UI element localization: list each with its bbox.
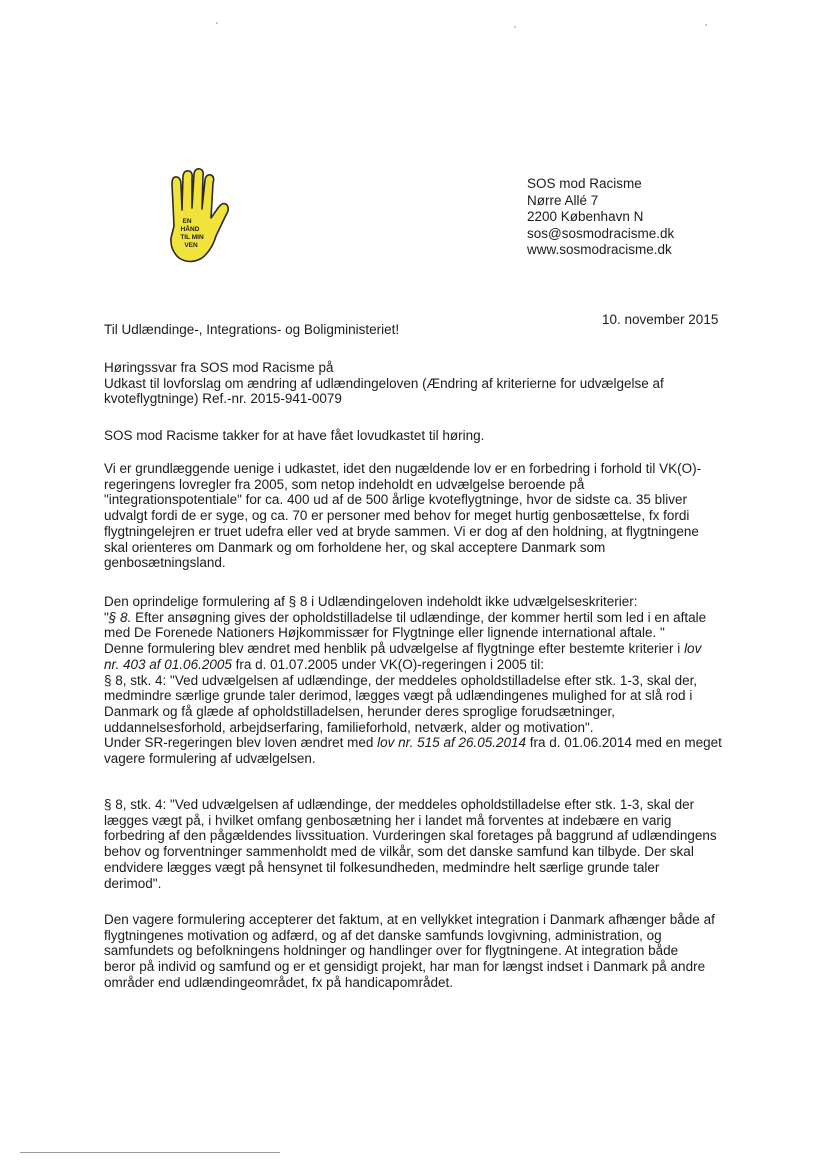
paragraph-text: Efter ansøgning gives der opholdstilladelse til udlændinge, der kommer hertil som led i en aftale [131,609,707,625]
paragraph-text: Denne formulering blev ændret med henblik på udvælgelse af flygtninge efter bestemte kriterier i [104,641,685,657]
paragraph-line: § 8, stk. 4: "Ved udvælgelsen af udlændinge, der meddeles opholdstilladelse efter stk. 1-3, skal der, [104,672,698,688]
paragraph-line: genbosætningsland. [104,555,226,571]
paragraph-line: § 8, stk. 4: "Ved udvælgelsen af udlændinge, der meddeles opholdstilladelse efter stk. 1-3, skal der [104,797,695,812]
paragraph-line: medmindre særlige grunde taler derimod, lægges vægt på udlændingenes mulighed for at slå rod i [104,688,693,704]
scan-speck [705,24,707,26]
paragraph-line: udvalgt fordi de er syge, og ca. 70 er personer med behov for meget hurtig genbosættelse, fx fordi [104,508,690,524]
scan-speck [514,26,516,28]
sender-web: www.sosmodracisme.dk [527,242,672,257]
paragraph-line: "integrationspotentiale" for ca. 400 ud af de 500 årlige kvoteflygtninge, hvor de sidste ca. 35 bliver [104,492,687,508]
paragraph-line: lægges vægt på, i hvilket omfang genbosætning her i landet må forventes at indebære en varig [104,812,672,828]
sender-name: SOS mod Racisme [527,176,642,191]
scan-speck [216,22,218,24]
paragraph-line: forbedring af den pågældendes livssituation. Vurderingen skal foretages på baggrund af udlændingens [104,828,717,844]
paragraph-line: skal orienteres om Danmark og om forholdene her, og skal acceptere Danmark som [104,539,606,555]
intro-paragraph [104,428,718,444]
quote-mark: " [104,609,109,625]
paragraph-text: fra d. 01.07.2005 under VK(O)-regeringen i 2005 til: [231,656,545,672]
subject-line: Udkast til lovforslag om ændring af udlændingeloven (Ændring af kriterierne for udvælgelse af [104,375,664,391]
paragraph-line: flygtningelejren er truet udefra eller ved at bryde sammen. Vi er dog af den holdning, at flygtningene [104,523,699,539]
paragraph-line: derimod". [104,875,162,891]
paragraph-line: Den vagere formulering accepterer det faktum, at en vellykket integration i Danmark afhænger både af [104,912,715,927]
paragraph-line [104,735,722,751]
paragraph-4 [104,912,718,991]
logo-text-1: EN [182,218,192,225]
recipient-line: Til Udlændinge-, Integrations- og Boligministeriet! [104,322,400,337]
paragraph-line: områder end udlændingeområdet, fx på handicapområdet. [104,974,453,990]
law-section-ref: § 8. [108,609,132,625]
sender-city: 2200 København N [527,209,644,224]
paragraph-line: vagere formulering af udvælgelsen. [104,751,316,767]
logo-text-4: VEN [184,242,198,249]
paragraph-line: samfundets og befolkningens holdninger og handlinger over for flygtningene. At integration både [104,943,679,959]
law-ref: nr. 403 af 01.06.2005 [104,656,232,672]
paragraph-line: behov og forventninger sammenholdt med de vilkår, som det danske samfund kan tilbyde. Der skal [104,844,694,860]
law-ref: lov nr. 515 af 26.05.2014 [377,735,527,751]
paragraph-line: uddannelsesforhold, arbejdserfaring, familieforhold, netværk, alder og motivation". [104,719,594,735]
paragraph-line [104,610,718,626]
paragraph-line: regeringens lovregler fra 2005, som netop indeholdt en udvælgelse beroende på [104,476,585,492]
sender-address [527,176,674,259]
paragraph-line [104,657,718,673]
subject-block [104,360,718,407]
paragraph-line: flygtningenes motivation og adfærd, og af det danske samfunds lovgivning, administration, og [104,927,662,943]
intro-line: SOS mod Racisme takker for at have fået lovudkastet til høring. [104,428,485,443]
sender-email: sos@sosmodracisme.dk [527,225,675,241]
paragraph-3 [104,797,718,891]
scan-artifact-line [20,1152,280,1153]
sender-street: Nørre Allé 7 [527,192,599,208]
paragraph-1 [104,461,718,571]
law-ref: lov [684,641,702,657]
paragraph-2 [104,594,722,767]
paragraph-text: fra d. 01.06.2014 med en meget [526,735,722,751]
logo-text-2: HÅND [180,226,200,233]
paragraph-line: Danmark og få glæde af opholdstilladelsen, herunder deres sproglige forudsætninger, [104,703,616,719]
paragraph-line: med De Forenede Nationers Højkommissær for Flygtninge eller lignende international aftale. " [104,625,665,641]
logo-text-3: TIL MIN [180,234,204,241]
paragraph-line: Vi er grundlæggende uenige i udkastet, idet den nugældende lov er en forbedring i forhold til VK(O)- [104,461,702,476]
paragraph-line [104,641,718,657]
subject-line: kvoteflygtninge) Ref.-nr. 2015-941-0079 [104,391,342,407]
paragraph-text: Under SR-regeringen blev loven ændret med [104,735,378,751]
recipient-block [104,322,718,338]
subject-line: Høringssvar fra SOS mod Racisme på [104,360,334,375]
paragraph-line: endvidere lægges vægt på hensynet til folkesundheden, medmindre helt særlige grunde taler [104,859,660,875]
letter-date: 10. november 2015 [602,312,719,327]
paragraph-line: Den oprindelige formulering af § 8 i Udlændingeloven indeholdt ikke udvælgelseskriterier: [104,594,638,609]
hand-logo-icon [160,168,232,268]
paragraph-line: beror på individ og samfund og er et gensidigt projekt, har man for længst indset i Danmark på andre [104,959,706,975]
